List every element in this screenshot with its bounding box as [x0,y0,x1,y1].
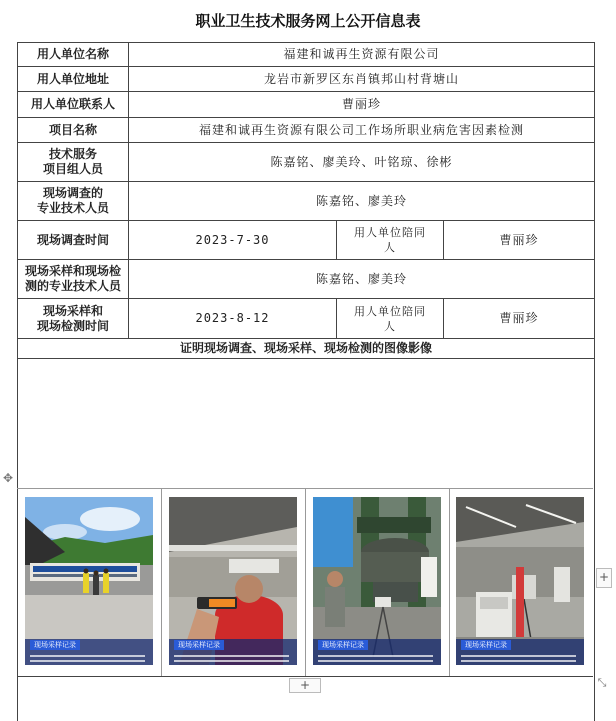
photo-divider-2 [305,488,306,676]
sampling-time-date: 2023-8-12 [129,299,337,339]
row-sampling-time [18,299,595,339]
sampling-staff-label [18,260,129,299]
photo-2-watermark-lines [174,652,289,662]
survey-accompany-name: 曹丽珍 [444,221,595,260]
page-title: 职业卫生技术服务网上公开信息表 [195,12,421,30]
sampling-staff-label-line2: 测的专业技术人员 [24,279,121,293]
team-label-line1: 技术服务 [48,147,97,161]
unit-address-label: 用人单位地址 [18,67,129,92]
row-sampling-staff [18,260,595,299]
photo-4-caption: 现场采样记录 [461,640,511,650]
row-unit-name [18,43,595,67]
photos-header: 证明现场调查、现场采样、现场检测的图像影像 [18,339,595,359]
document-bottom-border [17,676,593,677]
resize-icon[interactable]: ⤡ [597,676,607,689]
survey-staff-value: 陈嘉铭、廖美玲 [129,182,595,221]
sampling-accompany-name: 曹丽珍 [444,299,595,339]
survey-accompany-label-line2: 人 [384,241,396,254]
photo-divider-1 [161,488,162,676]
photo-4-watermark-lines [461,652,576,662]
site-photo-4 [456,497,584,665]
row-project-name [18,118,595,143]
site-photo-3 [313,497,441,665]
row-unit-address [18,67,595,92]
survey-staff-label [18,182,129,221]
survey-accompany-label-line1: 用人单位陪同 [354,226,426,239]
sampling-staff-value: 陈嘉铭、廖美玲 [129,260,595,299]
sampling-time-label [18,299,129,339]
sampling-accompany-label-line1: 用人单位陪同 [354,304,426,318]
add-row-button[interactable] [289,678,321,693]
photo-3-watermark-lines [318,652,433,662]
site-photo-2 [169,497,297,665]
row-team [18,143,595,182]
unit-address-value: 龙岩市新罗区东肖镇邦山村背塘山 [129,67,595,92]
photo-1-watermark-lines [30,652,145,662]
survey-time-date: 2023-7-30 [129,221,337,260]
unit-contact-label: 用人单位联系人 [18,92,129,118]
project-name-label: 项目名称 [18,118,129,143]
photo-divider-3 [449,488,450,676]
plus-icon: + [299,678,311,692]
sampling-time-label-line2: 现场检测时间 [36,318,109,333]
team-label-line2: 项目组人员 [42,162,103,176]
site-photo-1 [25,497,153,665]
sampling-accompany-label-line2: 人 [384,319,396,333]
survey-time-label: 现场调查时间 [18,221,129,260]
sampling-time-label-line1: 现场采样和 [42,303,103,318]
info-table [17,42,595,359]
unit-name-value: 福建和诚再生资源有限公司 [129,43,595,67]
photo-3-caption: 现场采样记录 [318,640,368,650]
row-survey-time [18,221,595,260]
row-photos-header [18,339,595,359]
plus-icon: + [598,570,610,584]
sampling-accompany-label [337,299,444,339]
row-survey-staff [18,182,595,221]
unit-contact-value: 曹丽珍 [129,92,595,118]
survey-staff-label-line2: 专业技术人员 [36,201,109,215]
photo-1-caption: 现场采样记录 [30,640,80,650]
photo-2-caption: 现场采样记录 [174,640,224,650]
unit-name-label: 用人单位名称 [18,43,129,67]
row-unit-contact [18,92,595,118]
sampling-staff-label-line1: 现场采样和现场检 [24,264,121,278]
add-column-button[interactable] [596,568,612,588]
team-value: 陈嘉铭、廖美玲、叶铭琼、徐彬 [129,143,595,182]
team-label [18,143,129,182]
survey-accompany-label [337,221,444,260]
project-name-value: 福建和诚再生资源有限公司工作场所职业病危害因素检测 [129,118,595,143]
move-handle-icon[interactable]: ✥ [2,471,14,485]
survey-staff-label-line1: 现场调查的 [42,186,103,200]
